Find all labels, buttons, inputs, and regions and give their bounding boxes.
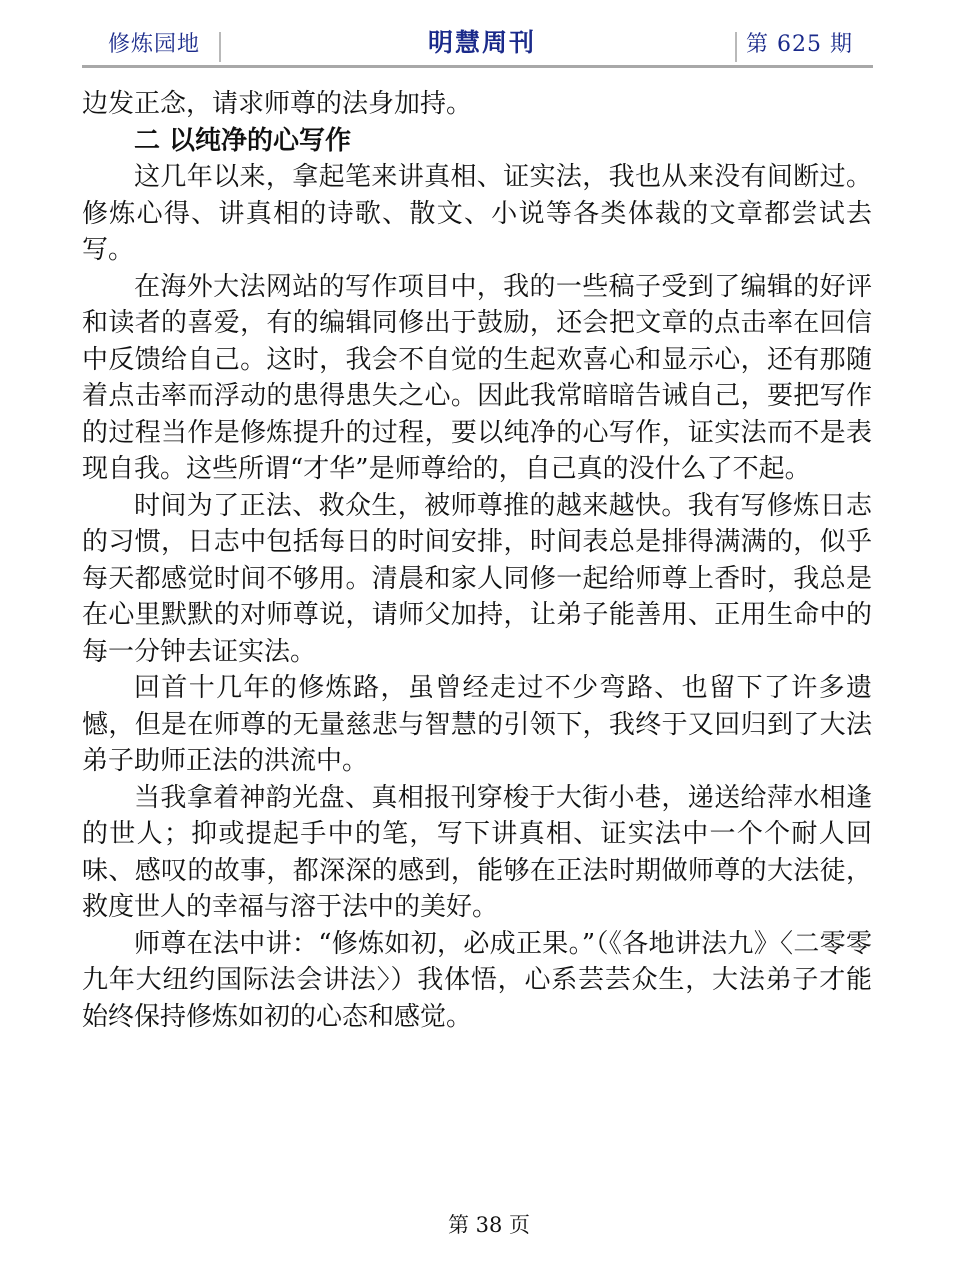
issue-number: 第 625 期 bbox=[746, 32, 853, 57]
paragraph: 师尊在法中讲：“修炼如初，必成正果。”（《各地讲法九》〈二零零九年大纽约国际法会讲法〉）我体悟，心系芸芸众生，大法弟子才能始终保持修炼如初的心态和感觉。 bbox=[82, 928, 872, 1032]
section-name: 修炼园地 bbox=[108, 32, 201, 57]
paragraph: 回首十几年的修炼路，虽曾经走过不少弯路、也留下了许多遗憾，但是在师尊的无量慈悲与智慧的引领下，我终于又回归到了大法弟子助师正法的洪流中。 bbox=[82, 673, 872, 776]
header-divider-right bbox=[735, 32, 737, 62]
article-body bbox=[82, 86, 872, 1035]
header-rule bbox=[82, 65, 873, 68]
header-divider-left bbox=[219, 32, 221, 62]
page-number: 第 38 页 bbox=[447, 1213, 531, 1237]
running-header bbox=[82, 26, 873, 66]
paragraph: 在海外大法网站的写作项目中，我的一些稿子受到了编辑的好评和读者的喜爱，有的编辑同修出于鼓励，还会把文章的点击率在回信中反馈给自己。这时，我会不自觉的生起欢喜心和显示心，还有那随着点击率而浮动的患得患失之心。因此我常暗暗告诫自己，要把写作的过程当作是修炼提升的过程，要以纯净的心写作，证实法而不是表现自我。这些所谓“才华”是师尊给的，自己真的没什么了不起。 bbox=[82, 271, 872, 484]
paragraph: 这几年以来，拿起笔来讲真相、证实法，我也从来没有间断过。修炼心得、讲真相的诗歌、散文、小说等各类体裁的文章都尝试去写。 bbox=[82, 162, 872, 265]
publication-title: 明慧周刊 bbox=[427, 28, 536, 57]
paragraph-continued: 边发正念，请求师尊的法身加持。 bbox=[82, 89, 473, 119]
paragraph: 当我拿着神韵光盘、真相报刊穿梭于大街小巷，递送给萍水相逢的世人；抑或提起手中的笔，写下讲真相、证实法中一个个耐人回味、感叹的故事，都深深的感到，能够在正法时期做师尊的大法徒，救度世人的幸福与溶于法中的美好。 bbox=[82, 782, 872, 922]
paragraph: 时间为了正法、救众生，被师尊推的越来越快。我有写修炼日志的习惯，日志中包括每日的时间安排，时间表总是排得满满的，似乎每天都感觉时间不够用。清晨和家人同修一起给师尊上香时，我总是在心里默默的对师尊说，请师父加持，让弟子能善用、正用生命中的每一分钟去证实法。 bbox=[82, 490, 872, 667]
section-heading: 二 以纯净的心写作 bbox=[134, 125, 352, 156]
